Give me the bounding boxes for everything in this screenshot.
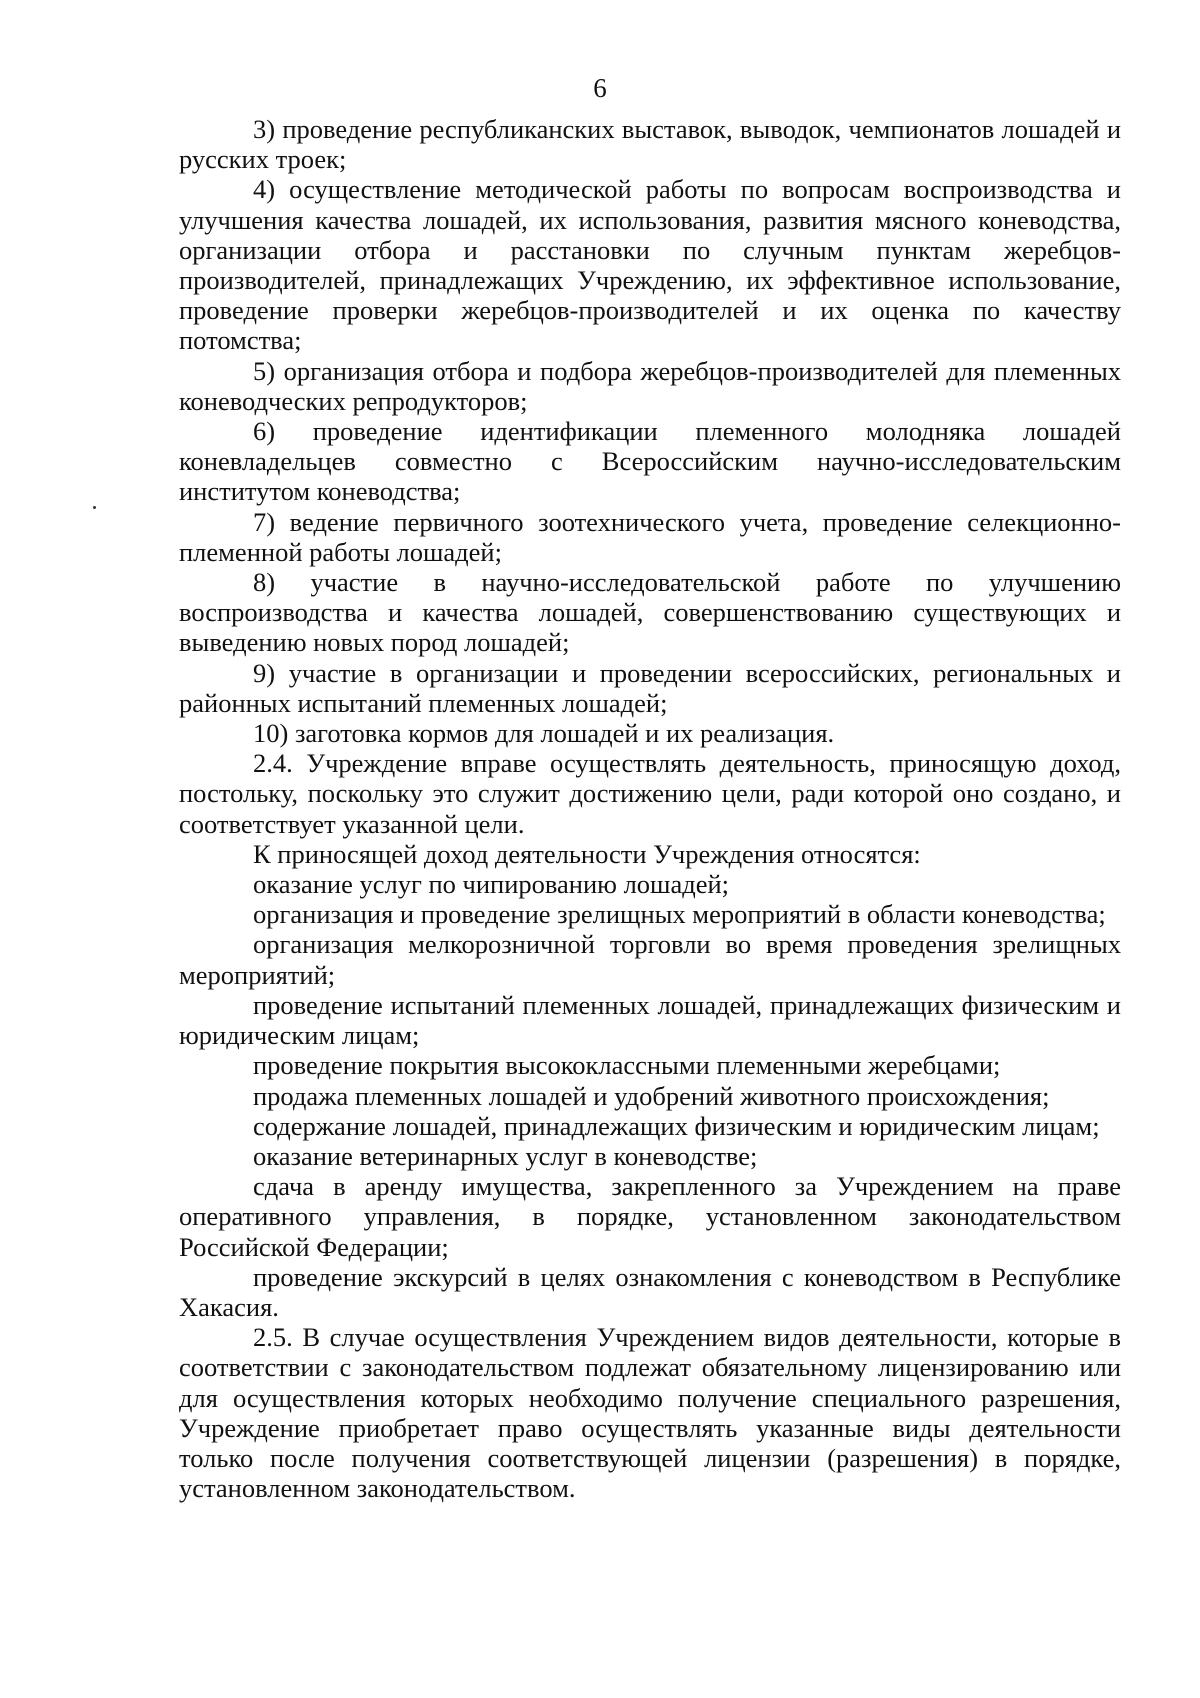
page-number: 6 [593, 73, 607, 103]
paragraph-activity-sales: продажа племенных лошадей и удобрений животного происхождения; [253, 1080, 1050, 1111]
paragraph-item-7: 7) ведение первичного зоотехнического учета, проведение селекционно-племенной работы лошадей; [179, 506, 1121, 567]
paragraph-activity-keeping: содержание лошадей, принадлежащих физическим и юридическим лицам; [253, 1110, 1100, 1141]
paragraph-section-2-5: 2.5. В случае осуществления Учреждением видов деятельности, которые в соответствии с законодательством подлежат обязательному лицензированию или для осуществления которых необходимо получение специального разрешения, Учреждение приобретает право осуществлять указанные виды деятельности только после получения соответствующей лицензии (разрешения) в порядке, установленном законодательством. [179, 1322, 1121, 1504]
paragraph-section-2-4: 2.4. Учреждение вправе осуществлять деятельность, приносящую доход, постольку, поскольку это служит достижению цели, ради которой оно создано, и соответствует указанной цели. [179, 748, 1121, 839]
paragraph-activity-breeding: проведение покрытия высококлассными племенными жеребцами; [253, 1050, 1001, 1081]
paragraph-activity-veterinary: оказание ветеринарных услуг в коневодстве; [253, 1140, 758, 1171]
paragraph-item-4: 4) осуществление методической работы по вопросам воспроизводства и улучшения качества лошадей, их использования, развития мясного коневодства, организации отбора и расстановки по случным пунктам жеребцов-производителей, принадлежащих Учреждению, их эффективное использование, проведение проверки жеребцов-производителей и их оценка по качеству потомства; [179, 174, 1121, 356]
paragraph-activity-events: организация и проведение зрелищных мероприятий в области коневодства; [253, 899, 1106, 930]
paragraph-item-3: 3) проведение республиканских выставок, выводок, чемпионатов лошадей и русских троек; [179, 114, 1121, 175]
paragraph-item-8: 8) участие в научно-исследовательской работе по улучшению воспроизводства и качества лошадей, совершенствованию существующих и выведению новых пород лошадей; [179, 567, 1121, 658]
scan-artifact-dot [93, 506, 96, 509]
paragraph-activity-retail: организация мелкорозничной торговли во время проведения зрелищных мероприятий; [179, 929, 1121, 990]
document-body [179, 114, 1121, 1503]
paragraph-activity-chipping: оказание услуг по чипированию лошадей; [253, 869, 730, 900]
paragraph-item-5: 5) организация отбора и подбора жеребцов-производителей для племенных коневодческих репродукторов; [179, 355, 1121, 416]
paragraph-activity-testing: проведение испытаний племенных лошадей, принадлежащих физическим и юридическим лицам; [179, 989, 1121, 1051]
paragraph-item-10: 10) заготовка кормов для лошадей и их реализация. [253, 718, 835, 749]
paragraph-item-6: 6) проведение идентификации племенного молодняка лошадей коневладельцев совместно с Всероссийским научно-исследовательским институтом коневодства; [179, 416, 1121, 507]
paragraph-item-9: 9) участие в организации и проведении всероссийских, региональных и районных испытаний племенных лошадей; [179, 657, 1121, 718]
paragraph-activity-excursions: проведение экскурсий в целях ознакомления с коневодством в Республике Хакасия. [179, 1261, 1121, 1322]
paragraph-activity-lease: сдача в аренду имущества, закрепленного за Учреждением на праве оперативного управления, в порядке, установленном законодательством Российской Федерации; [179, 1171, 1121, 1262]
paragraph-income-activities-intro: К приносящей доход деятельности Учреждения относятся: [253, 838, 921, 869]
